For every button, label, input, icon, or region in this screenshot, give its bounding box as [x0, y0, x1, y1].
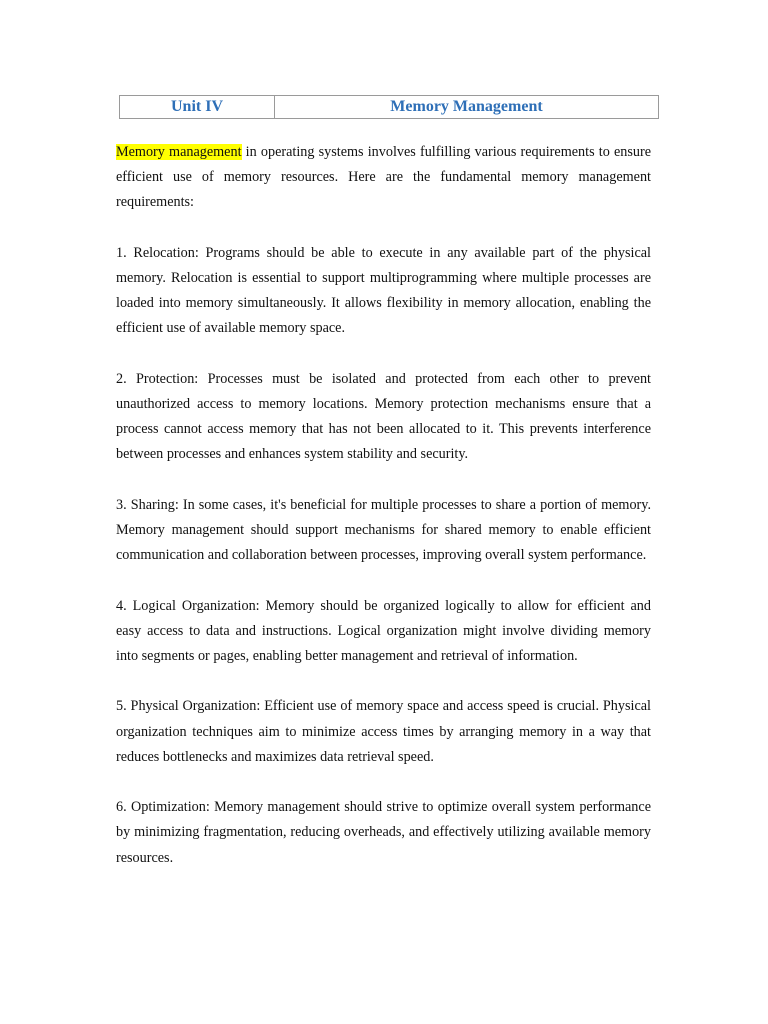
- requirement-protection: 2. Protection: Processes must be isolated and protected from each other to prevent unauthorized access to memory locations. Memory protection mechanisms ensure that a process cannot access memory that has not been allocated to it. This prevents interference between processes and enhances system stability and security.: [116, 370, 651, 463]
- intro-paragraph: [116, 140, 651, 216]
- requirement-logical-organization: 4. Logical Organization: Memory should be organized logically to allow for efficient and easy access to data and instructions. Logical organization might involve dividing memory into segments or pages, enabling better management and retrieval of information.: [116, 597, 651, 664]
- unit-header-row: [120, 96, 659, 119]
- document-body: [116, 140, 651, 871]
- intro-text: in operating systems involves fulfilling various requirements to ensure efficient use of memory resources. Here are the fundamental memory management requirements:: [116, 144, 651, 211]
- unit-header-table: [119, 95, 659, 119]
- unit-title: Memory Management: [275, 96, 659, 119]
- highlighted-term: Memory management: [116, 144, 242, 160]
- requirement-physical-organization: 5. Physical Organization: Efficient use of memory space and access speed is crucial. Physical organization techniques aim to minimize access times by arranging memory in a way that reduces bottlenecks and maximizes data retrieval speed.: [116, 698, 651, 765]
- requirement-relocation: 1. Relocation: Programs should be able to execute in any available part of the physical memory. Relocation is essential to support multiprogramming where multiple processes are loaded into memory simultaneously. It allows flexibility in memory allocation, enabling the efficient use of available memory space.: [116, 244, 651, 337]
- requirement-sharing: 3. Sharing: In some cases, it's beneficial for multiple processes to share a portion of memory. Memory management should support mechanisms for shared memory to enable efficient communication and collaboration between processes, improving overall system performance.: [116, 496, 651, 564]
- requirement-optimization: 6. Optimization: Memory management should strive to optimize overall system performance by minimizing fragmentation, reducing overheads, and effectively utilizing available memory resources.: [116, 799, 651, 866]
- unit-label: Unit IV: [120, 96, 275, 119]
